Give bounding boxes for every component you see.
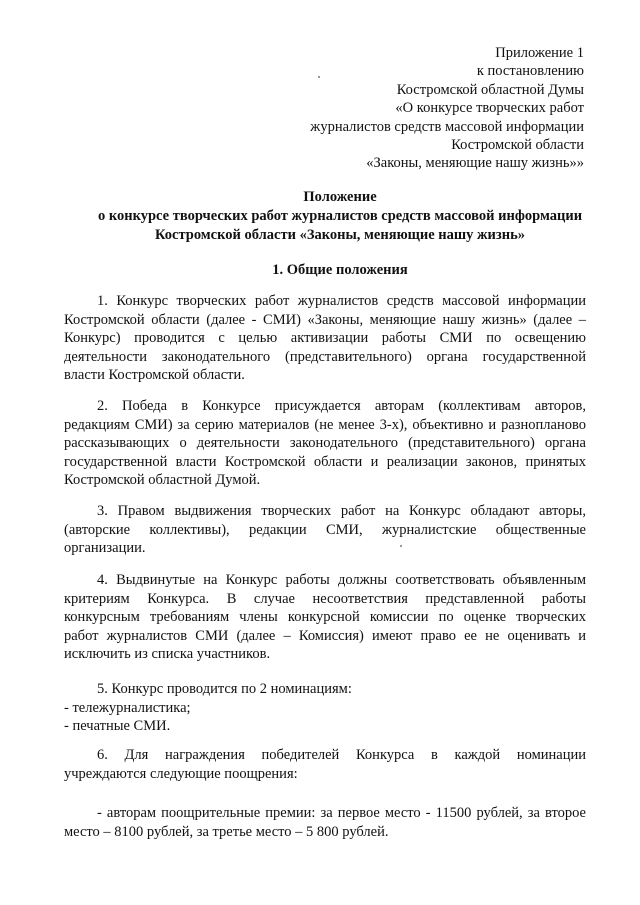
- title-line: Положение: [303, 189, 377, 205]
- paragraph-line: 1. Конкурс творческих работ журналистов средств массовой информации: [97, 293, 586, 309]
- appendix-line: Приложение 1: [495, 45, 584, 61]
- paragraph-line: Конкурс) проводится с целью активизации работы СМИ по освещению: [64, 330, 586, 347]
- paragraph-line: деятельности законодательного (представительного) органа государственной: [64, 348, 586, 365]
- title-line: Костромской области «Законы, меняющие нашу жизнь»: [154, 227, 525, 243]
- document-title: [40, 188, 640, 245]
- paragraph-line: работ журналистов СМИ (далее – Комиссия) имеют право ее не оценивать и: [64, 627, 586, 644]
- paragraph-line: исключить из списка участников.: [64, 646, 271, 663]
- paragraph-line: 3. Правом выдвижения творческих работ на Конкурс обладают авторы,: [97, 503, 586, 519]
- paragraph-line: Костромской областной Думой.: [64, 472, 261, 489]
- paragraph-line: место – 8100 рублей, за третье место – 5 800 рублей.: [64, 823, 389, 840]
- appendix-line: журналистов средств массовой информации: [310, 118, 584, 135]
- paragraph-4: [64, 571, 586, 664]
- paragraph-line: конкурсным требованиям члены конкурсной комиссии по оценке творческих: [64, 609, 586, 626]
- paragraph-5: [64, 680, 586, 736]
- paragraph-line: власти Костромской области.: [64, 367, 245, 384]
- appendix-line: Костромской областной Думы: [396, 81, 584, 98]
- title-line: о конкурсе творческих работ журналистов средств массовой информации: [97, 208, 583, 224]
- appendix-line: «Законы, меняющие нашу жизнь»»: [366, 155, 584, 172]
- paragraph-line: критериям Конкурса. В случае несоответствия представленной работы: [64, 590, 586, 607]
- paragraph-line: рассказывающих о деятельности законодательного (представительного) органа: [64, 435, 586, 452]
- paragraph-line: организации.: [64, 540, 146, 557]
- paragraph-line: 5. Конкурс проводится по 2 номинациям:: [97, 681, 352, 697]
- paragraph-2: [64, 397, 586, 490]
- scan-speck: [318, 76, 320, 78]
- appendix-note: [310, 44, 584, 173]
- paragraph-line: редакциям СМИ) за серию материалов (не менее 3-х), объективно и разнопланово: [64, 416, 586, 433]
- section-heading: 1. Общие положения: [272, 262, 408, 278]
- paragraph-7: [64, 804, 586, 841]
- appendix-line: «О конкурсе творческих работ: [395, 100, 584, 117]
- paragraph-line: учреждаются следующие поощрения:: [64, 765, 298, 782]
- paragraph-line: государственной власти Костромской области и реализации законов, принятых: [64, 453, 586, 470]
- paragraph-1: [64, 292, 586, 385]
- paragraph-line: - авторам поощрительные премии: за первое место - 11500 рублей, за второе: [97, 805, 586, 821]
- appendix-line: Костромской области: [451, 137, 584, 154]
- paragraph-3: [64, 502, 586, 558]
- list-item: - печатные СМИ.: [64, 718, 171, 735]
- scan-speck: [400, 545, 402, 547]
- paragraph-6: [64, 746, 586, 783]
- list-item: - тележурналистика;: [64, 699, 191, 716]
- appendix-line: к постановлению: [476, 63, 584, 80]
- paragraph-line: 4. Выдвинутые на Конкурс работы должны соответствовать объявленным: [97, 572, 586, 588]
- paragraph-line: 2. Победа в Конкурсе присуждается авторам (коллективам авторов,: [97, 398, 586, 414]
- paragraph-line: (авторские коллективы), редакции СМИ, журналистские общественные: [64, 521, 586, 538]
- paragraph-line: 6. Для награждения победителей Конкурса в каждой номинации: [97, 747, 586, 763]
- paragraph-line: Костромской области (далее - СМИ) «Законы, меняющие нашу жизнь» (далее –: [64, 311, 586, 328]
